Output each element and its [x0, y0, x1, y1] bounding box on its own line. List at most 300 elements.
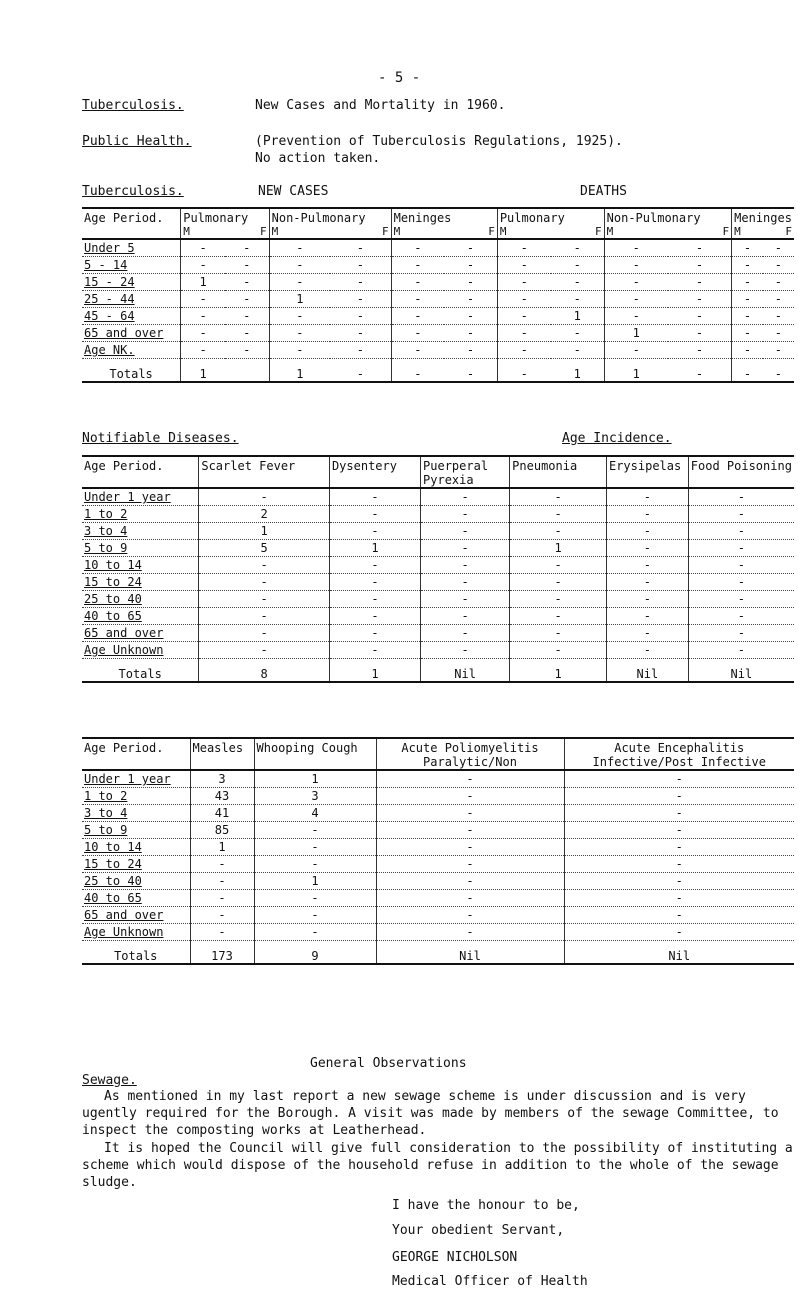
- nd1-cell: -: [421, 523, 510, 540]
- nd1-h-puerperal: Puerperal Pyrexia: [421, 456, 510, 488]
- nd2-cell: -: [254, 907, 376, 924]
- tb-h-d-men: Meninges M F: [732, 208, 794, 239]
- tb-cell: -: [181, 291, 225, 308]
- tb-table: [82, 207, 794, 383]
- tb-cell: -: [763, 274, 794, 291]
- nd2-cell: -: [564, 856, 794, 873]
- ph-line1: (Prevention of Tuberculosis Regulations, 1925).: [255, 134, 623, 149]
- tb-cell: -: [444, 257, 497, 274]
- nd1-cell: 1: [510, 540, 607, 557]
- nd1-cell: -: [421, 625, 510, 642]
- nd2-cell: -: [254, 822, 376, 839]
- nd2-total-cell: Nil: [564, 941, 794, 965]
- nd2-cell: -: [190, 890, 254, 907]
- nd1-cell: -: [510, 557, 607, 574]
- tb-h-d-pulm: Pulmonary M F: [497, 208, 604, 239]
- table-row: [82, 574, 794, 591]
- table-row: [82, 342, 794, 359]
- tb-cell: -: [604, 239, 668, 257]
- nd2-h-measles: Measles: [190, 738, 254, 770]
- nd1-row-label: 3 to 4: [82, 523, 199, 540]
- table-row: [82, 890, 794, 907]
- nd1-total-cell: 1: [510, 659, 607, 683]
- table-row: [82, 642, 794, 659]
- tb-cell: -: [763, 325, 794, 342]
- tb-label: Tuberculosis.: [82, 98, 184, 113]
- tb-cell: -: [551, 257, 604, 274]
- nd2-cell: -: [564, 822, 794, 839]
- tb-row-label: Under 5: [82, 239, 181, 257]
- tb-cell: -: [551, 291, 604, 308]
- nd1-cell: -: [606, 625, 688, 642]
- tb-cell: -: [269, 239, 330, 257]
- nd2-cell: -: [376, 873, 564, 890]
- nd1-cell: -: [510, 642, 607, 659]
- tb-cell: -: [225, 308, 269, 325]
- table-row: [82, 239, 794, 257]
- tb-row-label: Age NK.: [82, 342, 181, 359]
- nd1-row-label: 25 to 40: [82, 591, 199, 608]
- signature-title: Medical Officer of Health: [392, 1274, 588, 1289]
- nd2-cell: -: [376, 822, 564, 839]
- nd2-cell: -: [564, 805, 794, 822]
- table-row: [82, 924, 794, 941]
- nd1-cell: -: [688, 540, 794, 557]
- closing-line: I have the honour to be,: [392, 1198, 580, 1213]
- nd1-row-label: 40 to 65: [82, 608, 199, 625]
- nd1-total-cell: Nil: [421, 659, 510, 683]
- tb-cell: -: [497, 325, 550, 342]
- nd2-h-encephalitis: Acute Encephalitis Infective/Post Infective: [564, 738, 794, 770]
- sewage-label: Sewage.: [82, 1073, 137, 1088]
- table-row: [82, 557, 794, 574]
- nd2-cell: -: [376, 770, 564, 788]
- para-refuse: It is hoped the Council will give full consideration to the possibility of instituting a scheme which would dispose of the household refuse in addition to the whole of the sewage sludge.: [82, 1141, 793, 1190]
- nd2-h-age: Age Period.: [82, 738, 190, 770]
- tb-cell: -: [269, 325, 330, 342]
- nd2-cell: -: [564, 839, 794, 856]
- nd2-cell: -: [376, 890, 564, 907]
- nd2-cell: 4: [254, 805, 376, 822]
- nd1-cell: -: [606, 557, 688, 574]
- nd2-cell: -: [254, 839, 376, 856]
- tb-cell: -: [330, 239, 391, 257]
- nd1-cell: -: [421, 608, 510, 625]
- nd1-cell: -: [199, 591, 330, 608]
- table-row: [82, 788, 794, 805]
- nd1-cell: -: [688, 523, 794, 540]
- nd1-cell: -: [606, 523, 688, 540]
- tb-cell: -: [181, 257, 225, 274]
- tb-cell: -: [668, 257, 732, 274]
- nd-table2: [82, 737, 794, 965]
- tb-cell: -: [763, 239, 794, 257]
- nd2-total-cell: Nil: [376, 941, 564, 965]
- nd2-h-polio: Acute Poliomyelitis Paralytic/Non: [376, 738, 564, 770]
- nd1-h-food: Food Poisoning: [688, 456, 794, 488]
- tb-cell: -: [668, 291, 732, 308]
- tb-total-cell: 1: [181, 359, 225, 383]
- nd1-cell: -: [329, 625, 420, 642]
- nd1-cell: -: [329, 574, 420, 591]
- nd1-totals-label: Totals: [82, 659, 199, 683]
- nd1-cell: 1: [199, 523, 330, 540]
- nd1-cell: 1: [329, 540, 420, 557]
- nd1-row-label: Age Unknown: [82, 642, 199, 659]
- nd2-cell: -: [376, 856, 564, 873]
- nd1-cell: -: [688, 574, 794, 591]
- nd1-cell: -: [199, 608, 330, 625]
- tb-cell: -: [391, 342, 444, 359]
- nd2-cell: -: [190, 873, 254, 890]
- ph-line2: No action taken.: [255, 151, 381, 166]
- nd1-cell: -: [688, 506, 794, 523]
- nd1-row-label: 5 to 9: [82, 540, 199, 557]
- table-row: [82, 540, 794, 557]
- nd2-cell: -: [190, 856, 254, 873]
- nd2-total-cell: 9: [254, 941, 376, 965]
- tb-cell: -: [497, 274, 550, 291]
- nd2-cell: -: [564, 873, 794, 890]
- tb-cell: -: [181, 308, 225, 325]
- tb-cell: -: [330, 274, 391, 291]
- signature-name: GEORGE NICHOLSON: [392, 1250, 518, 1265]
- nd1-cell: -: [606, 642, 688, 659]
- nd1-cell: -: [421, 557, 510, 574]
- tb-cell: -: [668, 274, 732, 291]
- nd1-row-label: 1 to 2: [82, 506, 199, 523]
- tb-total-cell: 1: [551, 359, 604, 383]
- tb-total-cell: -: [763, 359, 794, 383]
- tb-cell: -: [732, 325, 763, 342]
- tb-cell: -: [732, 342, 763, 359]
- tb-total-cell: [225, 359, 269, 383]
- nd2-cell: 85: [190, 822, 254, 839]
- tb-cell: -: [604, 257, 668, 274]
- nd2-cell: -: [254, 890, 376, 907]
- nd1-h-pneumonia: Pneumonia: [510, 456, 607, 488]
- nd1-cell: -: [199, 488, 330, 506]
- nd2-cell: -: [376, 839, 564, 856]
- tb-cell: -: [181, 325, 225, 342]
- tb-total-cell: -: [497, 359, 550, 383]
- tb-cell: 1: [181, 274, 225, 291]
- tb-cell: -: [225, 239, 269, 257]
- nd1-cell: -: [421, 506, 510, 523]
- nd1-cell: 5: [199, 540, 330, 557]
- nd1-cell: -: [510, 488, 607, 506]
- nd2-h-whooping: Whooping Cough: [254, 738, 376, 770]
- nd2-cell: -: [376, 907, 564, 924]
- nd1-header-row: [82, 456, 794, 488]
- tb-total-cell: -: [330, 359, 391, 383]
- nd2-row-label: 40 to 65: [82, 890, 190, 907]
- tb-total-cell: -: [444, 359, 497, 383]
- nd2-cell: -: [254, 856, 376, 873]
- tb-cell: -: [604, 274, 668, 291]
- nd2-cell: 1: [254, 770, 376, 788]
- tb-cell: -: [604, 308, 668, 325]
- tb-row-label: 25 - 44: [82, 291, 181, 308]
- nd2-cell: 3: [254, 788, 376, 805]
- table-row: [82, 257, 794, 274]
- nd1-row-label: 65 and over: [82, 625, 199, 642]
- tb-heading: New Cases and Mortality in 1960.: [255, 98, 506, 113]
- tb-cell: -: [444, 239, 497, 257]
- nd2-cell: 41: [190, 805, 254, 822]
- tb-cell: -: [269, 342, 330, 359]
- servant-line: Your obedient Servant,: [392, 1223, 565, 1238]
- tb-cell: -: [225, 291, 269, 308]
- nd1-total-cell: Nil: [606, 659, 688, 683]
- nd1-row-label: Under 1 year: [82, 488, 199, 506]
- nd1-cell: 2: [199, 506, 330, 523]
- tb-h-age: Age Period.: [82, 208, 181, 239]
- nd1-cell: -: [688, 608, 794, 625]
- table-row: [82, 274, 794, 291]
- tb-cell: -: [732, 239, 763, 257]
- nd1-cell: -: [421, 540, 510, 557]
- tb-cell: -: [732, 308, 763, 325]
- tb-row-label: 15 - 24: [82, 274, 181, 291]
- tb-cell: -: [668, 342, 732, 359]
- tb-cell: -: [668, 325, 732, 342]
- nd2-row-label: 10 to 14: [82, 839, 190, 856]
- nd1-cell: -: [510, 625, 607, 642]
- nd2-cell: -: [564, 924, 794, 941]
- nd1-cell: -: [329, 642, 420, 659]
- nd1-cell: -: [199, 557, 330, 574]
- new-cases-label: NEW CASES: [258, 184, 329, 199]
- tb-cell: -: [391, 291, 444, 308]
- tb-cell: -: [391, 325, 444, 342]
- nd2-row-label: 1 to 2: [82, 788, 190, 805]
- nd1-cell: -: [510, 506, 607, 523]
- nd1-cell: -: [606, 574, 688, 591]
- tb-totals-label: Totals: [82, 359, 181, 383]
- nd1-h-scarlet: Scarlet Fever: [199, 456, 330, 488]
- nd2-row-label: 25 to 40: [82, 873, 190, 890]
- nd1-cell: -: [199, 642, 330, 659]
- ph-label: Public Health.: [82, 134, 192, 149]
- nd2-row-label: 65 and over: [82, 907, 190, 924]
- nd2-row-label: 3 to 4: [82, 805, 190, 822]
- nd1-cell: -: [510, 574, 607, 591]
- tb-cell: -: [732, 291, 763, 308]
- nd1-cell: -: [329, 488, 420, 506]
- nd-table1: [82, 455, 794, 683]
- nd1-cell: -: [688, 591, 794, 608]
- table-row: [82, 839, 794, 856]
- tb-row-label: 45 - 64: [82, 308, 181, 325]
- tb-cell: -: [269, 257, 330, 274]
- tb-cell: -: [391, 274, 444, 291]
- tb-cell: -: [497, 308, 550, 325]
- tb-table-wrap: [82, 207, 794, 383]
- tb-h-men: Meninges M F: [391, 208, 497, 239]
- tb-h-d-nonpulm: Non-Pulmonary M F: [604, 208, 732, 239]
- tb-row-label: 65 and over: [82, 325, 181, 342]
- table-row: [82, 625, 794, 642]
- nd2-cell: -: [190, 907, 254, 924]
- tb-cell: -: [763, 291, 794, 308]
- tb-cell: -: [763, 257, 794, 274]
- age-incidence-title: Age Incidence.: [562, 431, 672, 446]
- tb-cell: -: [391, 257, 444, 274]
- table-row: [82, 523, 794, 540]
- tb-cell: -: [444, 308, 497, 325]
- nd2-header-row: [82, 738, 794, 770]
- tb-cell: -: [181, 239, 225, 257]
- tb-cell: -: [497, 257, 550, 274]
- tb-total-cell: 1: [269, 359, 330, 383]
- table-row: [82, 325, 794, 342]
- nd1-h-dysentery: Dysentery: [329, 456, 420, 488]
- tb-h-nonpulm: Non-Pulmonary M F: [269, 208, 391, 239]
- nd2-cell: 3: [190, 770, 254, 788]
- nd1-cell: -: [421, 642, 510, 659]
- tb2-label: Tuberculosis.: [82, 184, 184, 199]
- nd2-cell: -: [564, 907, 794, 924]
- nd1-cell: -: [421, 574, 510, 591]
- page-number: - 5 -: [378, 70, 421, 86]
- tb-total-cell: 1: [604, 359, 668, 383]
- nd1-cell: -: [688, 488, 794, 506]
- nd1-cell: -: [199, 625, 330, 642]
- observations-title: General Observations: [310, 1056, 467, 1071]
- para-sewage: As mentioned in my last report a new sewage scheme is under discussion and is very ugently required for the Borough. A visit was made by members of the sewage Committee, to inspect the composting works at Leatherhead.: [82, 1089, 779, 1138]
- nd1-totals-row: [82, 659, 794, 683]
- tb-cell: -: [763, 308, 794, 325]
- tb-cell: -: [444, 325, 497, 342]
- tb-cell: -: [330, 291, 391, 308]
- nd1-cell: -: [688, 625, 794, 642]
- tb-cell: -: [497, 342, 550, 359]
- nd2-totals-label: Totals: [82, 941, 190, 965]
- tb-totals-row: [82, 359, 794, 383]
- tb-cell: -: [444, 274, 497, 291]
- tb-cell: -: [551, 274, 604, 291]
- nd1-cell: -: [606, 591, 688, 608]
- nd-table1-wrap: [82, 455, 794, 683]
- nd1-cell: -: [329, 591, 420, 608]
- tb-cell: -: [668, 308, 732, 325]
- nd1-total-cell: 8: [199, 659, 330, 683]
- tb-total-cell: -: [391, 359, 444, 383]
- table-row: [82, 805, 794, 822]
- table-row: [82, 770, 794, 788]
- tb-cell: -: [763, 342, 794, 359]
- tb-header-row: [82, 208, 794, 239]
- table-row: [82, 591, 794, 608]
- tb-cell: -: [668, 239, 732, 257]
- nd-table2-wrap: [82, 737, 794, 965]
- table-row: [82, 506, 794, 523]
- nd1-row-label: 10 to 14: [82, 557, 199, 574]
- nd2-cell: -: [376, 805, 564, 822]
- nd2-row-label: Age Unknown: [82, 924, 190, 941]
- tb-cell: -: [391, 239, 444, 257]
- tb-cell: -: [551, 325, 604, 342]
- deaths-label: DEATHS: [580, 184, 627, 199]
- nd2-totals-row: [82, 941, 794, 965]
- nd2-row-label: 5 to 9: [82, 822, 190, 839]
- table-row: [82, 873, 794, 890]
- nd1-cell: -: [606, 608, 688, 625]
- tb-cell: 1: [269, 291, 330, 308]
- nd1-cell: -: [421, 591, 510, 608]
- tb-cell: -: [330, 257, 391, 274]
- nd1-cell: -: [688, 642, 794, 659]
- tb-cell: -: [444, 342, 497, 359]
- tb-cell: -: [497, 239, 550, 257]
- nd2-total-cell: 173: [190, 941, 254, 965]
- nd2-cell: 43: [190, 788, 254, 805]
- nd1-cell: -: [606, 540, 688, 557]
- nd2-cell: 1: [190, 839, 254, 856]
- table-row: [82, 488, 794, 506]
- nd1-cell: -: [329, 608, 420, 625]
- table-row: [82, 308, 794, 325]
- nd1-row-label: 15 to 24: [82, 574, 199, 591]
- tb-row-label: 5 - 14: [82, 257, 181, 274]
- table-row: [82, 856, 794, 873]
- table-row: [82, 907, 794, 924]
- tb-cell: -: [444, 291, 497, 308]
- nd1-cell: -: [199, 574, 330, 591]
- nd1-cell: -: [510, 523, 607, 540]
- tb-cell: -: [269, 274, 330, 291]
- nd1-cell: -: [510, 591, 607, 608]
- nd2-cell: -: [564, 770, 794, 788]
- tb-cell: 1: [604, 325, 668, 342]
- nd2-cell: -: [376, 788, 564, 805]
- nd2-row-label: Under 1 year: [82, 770, 190, 788]
- tb-cell: -: [391, 308, 444, 325]
- notifiable-title: Notifiable Diseases.: [82, 431, 239, 446]
- nd2-cell: -: [190, 924, 254, 941]
- nd1-cell: -: [329, 506, 420, 523]
- nd2-cell: -: [254, 924, 376, 941]
- tb-cell: -: [225, 342, 269, 359]
- tb-cell: -: [225, 257, 269, 274]
- nd1-total-cell: Nil: [688, 659, 794, 683]
- tb-total-cell: -: [732, 359, 763, 383]
- tb-cell: -: [269, 308, 330, 325]
- nd2-cell: 1: [254, 873, 376, 890]
- nd1-cell: -: [510, 608, 607, 625]
- tb-cell: 1: [551, 308, 604, 325]
- tb-cell: -: [497, 291, 550, 308]
- nd1-h-erysipelas: Erysipelas: [606, 456, 688, 488]
- tb-cell: -: [604, 291, 668, 308]
- tb-cell: -: [551, 239, 604, 257]
- tb-cell: -: [225, 274, 269, 291]
- nd2-cell: -: [564, 788, 794, 805]
- nd1-cell: -: [329, 557, 420, 574]
- tb-h-pulm: Pulmonary M F: [181, 208, 269, 239]
- nd1-cell: -: [606, 506, 688, 523]
- tb-cell: -: [225, 325, 269, 342]
- tb-cell: -: [732, 257, 763, 274]
- nd1-cell: -: [421, 488, 510, 506]
- nd1-h-age: Age Period.: [82, 456, 199, 488]
- tb-cell: -: [604, 342, 668, 359]
- nd1-cell: -: [329, 523, 420, 540]
- tb-total-cell: -: [668, 359, 732, 383]
- table-row: [82, 608, 794, 625]
- tb-cell: -: [181, 342, 225, 359]
